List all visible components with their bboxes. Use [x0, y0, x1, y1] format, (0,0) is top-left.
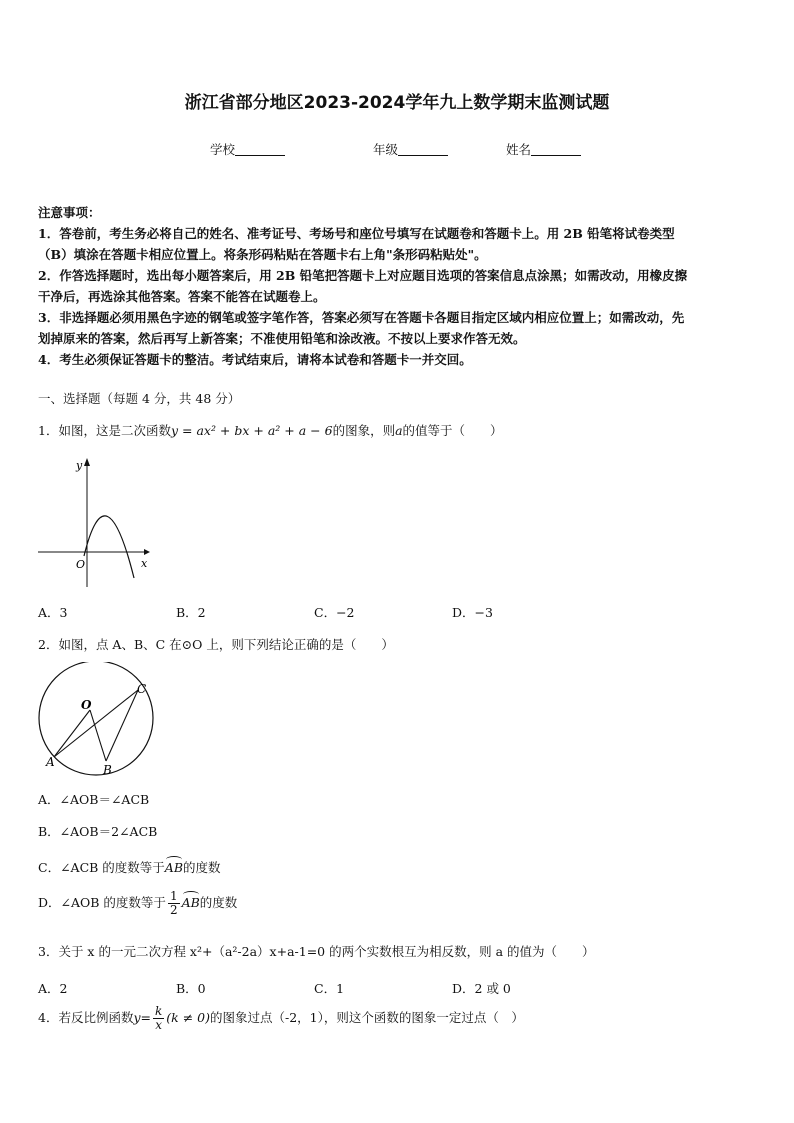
- question-3-stem: 3．关于 x 的一元二次方程 x²+（a²-2a）x+a-1=0 的两个实数根互为相反数，则 a 的值为（ ）: [38, 944, 595, 959]
- notes-block: [38, 202, 758, 370]
- q2-option-c[interactable]: [38, 856, 221, 876]
- q1-option-c[interactable]: C．−2: [314, 605, 355, 620]
- q2-option-d-text: D．∠AOB 的度数等于: [38, 895, 166, 910]
- circle-o: [39, 662, 153, 775]
- name-blank[interactable]: [531, 143, 581, 156]
- notes-line: 干净后，再选涂其他答案。答案不能答在试题卷上。: [38, 289, 326, 304]
- q1-mid: 的图象，则: [332, 423, 396, 438]
- q2-option-a[interactable]: A．∠AOB＝∠ACB: [38, 792, 150, 807]
- q4-numerator: k: [155, 1004, 163, 1018]
- grade-label: 年级: [373, 142, 399, 157]
- notes-line: 3．非选择题必须用黑色字迹的钢笔或签字笔作答，答案必须写在答题卡各题目指定区域内相应位置上；如需改动，先: [38, 310, 685, 325]
- parabola-curve: [84, 516, 134, 578]
- origin-label: O: [76, 558, 86, 571]
- segment-ac: [54, 690, 138, 757]
- q3-option-b[interactable]: B．0: [176, 981, 206, 996]
- notes-line: 2．作答选择题时，选出每小题答案后，用 2B 铅笔把答题卡上对应题目选项的答案信息点涂黑；如需改动，用橡皮擦: [38, 268, 688, 283]
- q1-suffix: 的值等于（ ）: [402, 423, 503, 438]
- q4-condition: (k ≠ 0): [166, 1010, 210, 1025]
- q1-option-a[interactable]: A．3: [38, 605, 68, 620]
- q1-parabola-graph: [34, 452, 154, 592]
- school-field[interactable]: [210, 140, 285, 158]
- notes-line: 1．答卷前，考生务必将自己的姓名、准考证号、考场号和座位号填写在试题卷和答题卡上。用 2B 铅笔将试卷类型: [38, 226, 675, 241]
- q4-y: y: [133, 1010, 141, 1025]
- q3-option-d[interactable]: D．2 或 0: [452, 981, 511, 996]
- fraction-numerator: 1: [169, 889, 178, 903]
- grade-field[interactable]: [373, 140, 448, 158]
- label-o: O: [81, 698, 92, 712]
- q1-option-d[interactable]: D．−3: [452, 605, 493, 620]
- notes-line: （B）填涂在答题卡相应位置上。将条形码粘贴在答题卡右上角"条形码粘贴处"。: [38, 247, 487, 262]
- section-heading: 一、选择题（每题 4 分，共 48 分）: [38, 391, 241, 406]
- segment-ao: [54, 710, 90, 757]
- segment-bc: [106, 690, 138, 761]
- q1-prefix: 1．如图，这是二次函数: [38, 423, 171, 438]
- q2-option-b[interactable]: B．∠AOB＝2∠ACB: [38, 824, 158, 839]
- fraction-denominator: 2: [169, 903, 178, 917]
- school-blank[interactable]: [235, 143, 285, 156]
- label-c: C: [137, 682, 147, 696]
- q1-function: y = ax² + bx + a² + a − 6: [170, 423, 333, 438]
- y-axis-label: y: [76, 459, 83, 472]
- q2-option-c-text: C．∠ACB 的度数等于: [38, 860, 165, 875]
- label-b: B: [103, 763, 112, 777]
- x-axis-arrow: [144, 549, 150, 555]
- q3-option-a[interactable]: A．2: [38, 981, 68, 996]
- arc-ab-symbol: AB: [165, 856, 183, 875]
- arc-ab-symbol: AB: [182, 891, 200, 910]
- q1-var: a: [395, 423, 403, 438]
- name-field[interactable]: [506, 140, 581, 158]
- label-a: A: [46, 755, 55, 769]
- notes-line: 划掉原来的答案，然后再写上新答案；不准使用铅笔和涂改液。不按以上要求作答无效。: [38, 331, 526, 346]
- notes-line: 4．考生必须保证答题卡的整洁。考试结束后，请将本试卷和答题卡一并交回。: [38, 352, 472, 367]
- q4-prefix: 4．若反比例函数: [38, 1010, 134, 1025]
- q3-option-c[interactable]: C．1: [314, 981, 345, 996]
- y-axis-arrow: [84, 458, 90, 466]
- x-axis-label: x: [141, 557, 148, 570]
- question-2-stem: 2．如图，点 A、B、C 在⊙O 上，则下列结论正确的是（ ）: [38, 637, 394, 652]
- page-title: 浙江省部分地区2023-2024学年九上数学期末监测试题: [184, 93, 610, 113]
- school-label: 学校: [210, 142, 236, 157]
- q2-option-d-suffix: 的度数: [199, 895, 238, 910]
- question-4-stem: [38, 1005, 524, 1032]
- q4-denominator: x: [155, 1018, 163, 1032]
- q2-option-c-suffix: 的度数: [183, 860, 221, 875]
- fraction-half: [168, 890, 180, 917]
- question-1-stem: [38, 421, 503, 439]
- q4-suffix: 的图象过点（-2，1），则这个函数的图象一定过点（ ）: [210, 1010, 524, 1025]
- q4-equals: =: [140, 1010, 152, 1025]
- notes-heading: 注意事项：: [38, 205, 101, 220]
- name-label: 姓名: [506, 142, 532, 157]
- q2-circle-figure: [34, 662, 164, 780]
- grade-blank[interactable]: [398, 143, 448, 156]
- q4-fraction: [153, 1005, 164, 1032]
- q2-option-d[interactable]: [38, 890, 237, 917]
- q1-option-b[interactable]: B．2: [176, 605, 206, 620]
